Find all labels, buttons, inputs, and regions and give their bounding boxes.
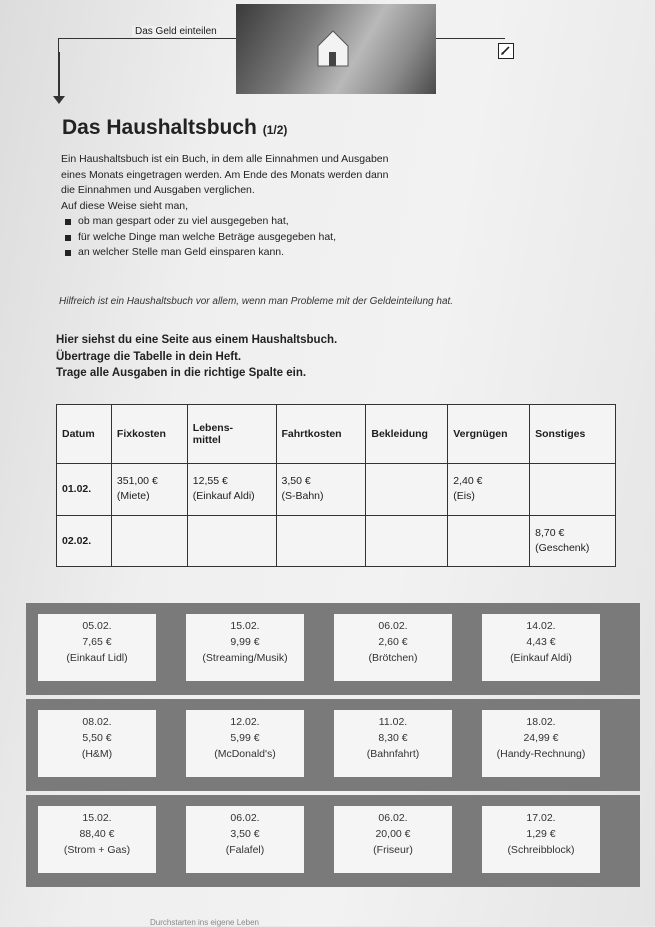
table-cell	[530, 464, 616, 516]
header-label-line: mittel	[192, 434, 221, 446]
expense-description: (Handy-Rechnung)	[496, 748, 586, 760]
page-title-text: Das Haushaltsbuch	[62, 116, 257, 139]
expense-amount: 9,99 €	[230, 636, 260, 648]
table-cell	[187, 464, 276, 516]
expense-description: (H&M)	[81, 748, 113, 760]
card-row	[26, 795, 640, 887]
expense-description: (Schreibblock)	[507, 844, 575, 856]
table-header-row	[57, 405, 616, 464]
expense-amount: 7,65 €	[82, 636, 112, 648]
expense-card	[186, 806, 304, 873]
bullet-item: an welcher Stelle man Geld einsparen kann.	[61, 245, 491, 261]
hint-text: Hilfreich ist ein Haushaltsbuch vor allem, wenn man Probleme mit der Geldeinteilung hat.	[59, 296, 454, 307]
expense-date: 06.02.	[230, 812, 260, 824]
column-header-vergnuegen: Vergnügen	[448, 405, 530, 464]
expense-date: 06.02.	[378, 812, 408, 824]
expense-amount: 5,99 €	[230, 732, 260, 744]
bullet-item: für welche Dinge man welche Beträge ausgegeben hat,	[61, 230, 491, 246]
expense-card	[482, 806, 600, 873]
expense-amount: 3,50 €	[230, 828, 260, 840]
expense-description: (Brötchen)	[368, 652, 418, 664]
expense-card	[482, 614, 600, 681]
expense-date: 18.02.	[526, 716, 556, 728]
table-cell	[366, 464, 448, 516]
page-title-part: (1/2)	[262, 123, 288, 137]
expense-date: 15.02.	[230, 620, 260, 632]
expense-date: 08.02.	[82, 716, 112, 728]
expense-card	[334, 710, 452, 777]
table-cell	[366, 515, 448, 567]
date-cell: 01.02.	[57, 464, 112, 516]
expense-amount: 8,30 €	[378, 732, 408, 744]
header-bracket-down	[58, 52, 60, 100]
table-cell	[276, 515, 366, 567]
expense-description: (Falafel)	[225, 844, 265, 856]
bullet-item: ob man gespart oder zu viel ausgegeben hat,	[61, 214, 491, 230]
card-row	[26, 699, 640, 791]
expense-amount: 5,50 €	[82, 732, 112, 744]
column-header-datum: Datum	[57, 405, 112, 464]
header-label	[193, 422, 271, 446]
intro-line: Ein Haushaltsbuch ist ein Buch, in dem alle Einnahmen und Ausgaben	[61, 153, 389, 165]
column-header-fahrtkosten: Fahrtkosten	[276, 405, 366, 464]
expense-amount: 20,00 €	[375, 828, 411, 840]
table-row	[57, 515, 616, 567]
table-cell	[448, 515, 530, 567]
expense-card	[186, 710, 304, 777]
page-title	[62, 116, 287, 140]
task-instructions	[56, 332, 337, 382]
task-line: Übertrage die Tabelle in dein Heft.	[56, 350, 242, 363]
task-line: Trage alle Ausgaben in die richtige Spalte ein.	[56, 367, 307, 379]
expense-description: (Einkauf Lidl)	[66, 652, 128, 664]
expense-card	[334, 614, 452, 681]
column-header-lebensmittel	[187, 405, 276, 464]
expense-date: 17.02.	[526, 812, 556, 824]
expense-description: (Streaming/Musik)	[202, 652, 288, 664]
table-cell	[276, 464, 366, 516]
intro-line: eines Monats eingetragen werden. Am Ende des Monats werden dann	[61, 168, 389, 181]
footer-text: Durchstarten ins eigene Leben	[150, 918, 259, 927]
expense-amount: 4,43 €	[526, 636, 556, 648]
task-line: Hier siehst du eine Seite aus einem Haushaltsbuch.	[56, 334, 338, 346]
table-row	[57, 464, 616, 516]
cell-text: 351,00 €	[116, 475, 158, 488]
cell-text: (Miete)	[116, 490, 150, 503]
expense-date: 15.02.	[82, 812, 112, 824]
cell-text: (Einkauf Aldi)	[192, 490, 255, 503]
column-header-fixkosten: Fixkosten	[111, 405, 187, 464]
intro-line: die Einnahmen und Ausgaben verglichen.	[61, 184, 255, 196]
expense-card	[186, 614, 304, 681]
intro-line: Auf diese Weise sieht man,	[61, 199, 189, 212]
expense-amount: 24,99 €	[523, 732, 559, 744]
expense-amount: 2,60 €	[378, 636, 408, 648]
card-row	[26, 603, 640, 695]
expense-amount: 1,29 €	[526, 828, 556, 840]
header-label-line: Lebens-	[192, 422, 234, 434]
expense-description: (Strom + Gas)	[63, 844, 131, 856]
expense-date: 14.02.	[526, 620, 556, 632]
cell-text: 3,50 €	[281, 475, 311, 488]
house-key-icon	[316, 28, 350, 68]
expense-card	[334, 806, 452, 873]
table-cell	[530, 515, 616, 567]
table-cell	[448, 464, 530, 516]
table-cell	[111, 515, 187, 567]
column-header-sonstiges: Sonstiges	[530, 405, 616, 464]
expense-card	[38, 710, 156, 777]
expense-date: 11.02.	[378, 716, 408, 728]
expense-card	[482, 710, 600, 777]
cell-text: (Eis)	[453, 490, 475, 503]
cell-text: (S-Bahn)	[281, 490, 324, 503]
cell-text: 8,70 €	[535, 526, 565, 539]
household-book-table	[56, 404, 616, 567]
intro-text	[61, 152, 491, 261]
cell-text: 2,40 €	[453, 475, 483, 488]
intro-bullet-list	[61, 214, 491, 261]
expense-date: 12.02.	[230, 716, 260, 728]
expense-description: (Friseur)	[373, 844, 413, 856]
arrow-down-icon	[53, 96, 65, 104]
section-label: Das Geld einteilen	[132, 26, 220, 37]
cell-text: 12,55 €	[192, 475, 228, 488]
expense-description: (Einkauf Aldi)	[510, 652, 572, 664]
expense-date: 05.02.	[82, 620, 112, 632]
column-header-bekleidung: Bekleidung	[366, 405, 448, 464]
expense-date: 06.02.	[378, 620, 408, 632]
cell-text: (Geschenk)	[535, 541, 590, 554]
date-cell: 02.02.	[57, 515, 112, 567]
expense-amount: 88,40 €	[79, 828, 115, 840]
edit-icon	[498, 43, 514, 59]
expense-card	[38, 614, 156, 681]
table-cell	[111, 464, 187, 516]
expense-card	[38, 806, 156, 873]
table-cell	[187, 515, 276, 567]
expense-description: (Bahnfahrt)	[366, 748, 420, 760]
expense-description: (McDonald's)	[214, 748, 276, 760]
